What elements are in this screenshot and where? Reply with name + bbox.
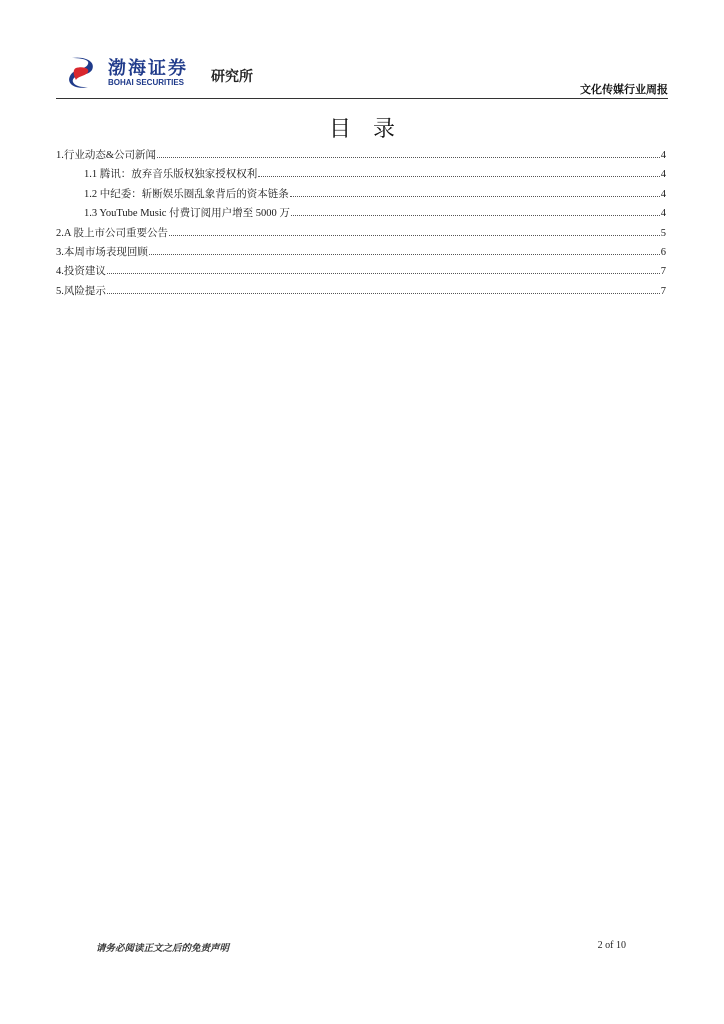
- toc-leader-dots: [258, 168, 660, 177]
- toc-leader-dots: [290, 188, 660, 197]
- logo-english-name: BOHAI SECURITIES: [108, 78, 185, 87]
- toc-entry[interactable]: [56, 165, 666, 184]
- toc-entry-label: 1.1 腾讯：放弃音乐版权独家授权权利: [84, 169, 258, 181]
- toc-entry-label: 1.3 YouTube Music 付费订阅用户增至 5000 万: [84, 208, 290, 220]
- report-type: 文化传媒行业周报: [580, 83, 668, 96]
- toc-entry-label: 1.行业动态&公司新闻: [56, 150, 157, 161]
- toc-entry-page: 7: [660, 285, 666, 297]
- logo-chinese-name: 渤海证券: [108, 58, 188, 79]
- toc-entry-label: 2.A 股上市公司重要公告: [56, 227, 169, 239]
- toc-entry-page: 4: [660, 150, 666, 161]
- toc-leader-dots: [291, 207, 660, 216]
- toc-entry[interactable]: [56, 243, 666, 262]
- toc-entry-page: 4: [660, 208, 666, 220]
- toc-entry-page: 7: [660, 266, 666, 278]
- toc-entry[interactable]: [56, 282, 666, 301]
- toc-entry-label: 3.本周市场表现回顾: [56, 246, 148, 258]
- bohai-logo-icon: [66, 54, 102, 90]
- toc-entry[interactable]: [56, 146, 666, 165]
- toc-entry[interactable]: [56, 224, 666, 243]
- page-number: 2 of 10: [597, 940, 626, 951]
- page-header: [56, 48, 668, 100]
- toc-leader-dots: [157, 149, 660, 158]
- header-divider: [56, 98, 668, 99]
- toc-entry-label: 5.风险提示: [56, 285, 106, 297]
- toc-leader-dots: [107, 265, 660, 274]
- page-footer: [96, 940, 626, 960]
- toc-leader-dots: [107, 285, 660, 294]
- toc-entry-page: 4: [660, 188, 666, 200]
- toc-leader-dots: [149, 246, 660, 255]
- toc-entry[interactable]: [56, 262, 666, 281]
- institute-name: 研究所: [211, 69, 253, 85]
- company-logo: [66, 52, 266, 92]
- toc-entry[interactable]: [56, 185, 666, 204]
- toc-entry-page: 4: [660, 169, 666, 181]
- disclaimer-note: 请务必阅读正文之后的免责声明: [96, 943, 230, 954]
- table-of-contents: [56, 146, 666, 301]
- toc-entry[interactable]: [56, 204, 666, 223]
- toc-entry-label: 4.投资建议: [56, 266, 106, 278]
- toc-entry-page: 6: [660, 246, 666, 258]
- toc-entry-page: 5: [660, 227, 666, 239]
- toc-title: 目录: [328, 117, 417, 142]
- toc-leader-dots: [169, 227, 660, 236]
- toc-entry-label: 1.2 中纪委：斩断娱乐圈乱象背后的资本链条: [84, 188, 289, 200]
